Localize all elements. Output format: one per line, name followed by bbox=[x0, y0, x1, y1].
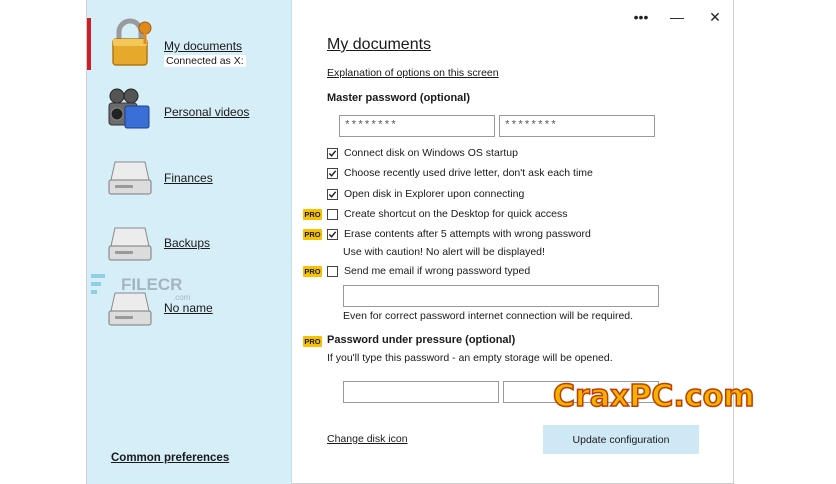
sidebar-item-backups[interactable] bbox=[87, 218, 292, 274]
option-label: Send me email if wrong password typed bbox=[344, 265, 531, 277]
checkbox[interactable] bbox=[327, 229, 338, 240]
sidebar-item-label: My documents bbox=[164, 39, 243, 53]
pressure-password-input[interactable] bbox=[343, 381, 499, 403]
filecr-text: FILECR bbox=[121, 275, 183, 294]
lock-icon bbox=[105, 18, 155, 68]
master-password-confirm-input[interactable] bbox=[499, 115, 655, 137]
explanation-link[interactable]: Explanation of options on this screen bbox=[327, 67, 499, 79]
master-password-heading: Master password (optional) bbox=[327, 92, 471, 104]
filecr-watermark bbox=[91, 268, 221, 304]
camcorder-icon bbox=[105, 86, 155, 136]
sidebar bbox=[87, 0, 292, 484]
filecr-sub: .com bbox=[173, 293, 191, 302]
option-label: Erase contents after 5 attempts with wrong password bbox=[344, 228, 591, 240]
checkbox[interactable] bbox=[327, 148, 338, 159]
common-preferences-link[interactable]: Common preferences bbox=[111, 452, 230, 464]
option-erase-contents[interactable] bbox=[327, 226, 591, 242]
drive-icon bbox=[105, 218, 155, 268]
checkbox[interactable] bbox=[327, 209, 338, 220]
sidebar-item-personal-videos[interactable] bbox=[87, 86, 292, 142]
app-window bbox=[86, 0, 755, 484]
craxpc-watermark bbox=[549, 370, 777, 416]
email-note: Even for correct password internet connection will be required. bbox=[343, 310, 634, 322]
close-button[interactable]: ✕ bbox=[709, 8, 721, 25]
pressure-description: If you'll type this password - an empty storage will be opened. bbox=[327, 352, 613, 364]
sidebar-item-label: Personal videos bbox=[164, 105, 250, 119]
sidebar-item-label: Backups bbox=[164, 236, 211, 250]
pro-badge: PRO bbox=[304, 337, 321, 346]
craxpc-text: CraxPC.com bbox=[553, 379, 755, 414]
option-label: Open disk in Explorer upon connecting bbox=[344, 188, 525, 200]
drive-icon bbox=[105, 152, 155, 202]
option-label: Connect disk on Windows OS startup bbox=[344, 147, 518, 159]
master-password-input[interactable] bbox=[339, 115, 495, 137]
checkbox[interactable] bbox=[327, 189, 338, 200]
minimize-button[interactable]: — bbox=[670, 9, 684, 25]
pro-badge: PRO bbox=[304, 230, 321, 239]
pro-badge: PRO bbox=[304, 210, 321, 219]
option-label: Choose recently used drive letter, don't ask each time bbox=[344, 167, 593, 179]
erase-warning: Use with caution! No alert will be displayed! bbox=[343, 246, 545, 258]
option-recent-drive-letter[interactable] bbox=[327, 165, 593, 181]
sidebar-item-label: Finances bbox=[164, 171, 213, 185]
page-title: My documents bbox=[327, 36, 432, 53]
pressure-password-heading: Password under pressure (optional) bbox=[327, 334, 516, 346]
option-desktop-shortcut[interactable] bbox=[327, 206, 568, 222]
option-send-email[interactable] bbox=[327, 263, 530, 279]
sidebar-item-my-documents[interactable] bbox=[87, 18, 292, 74]
more-options-button[interactable]: ••• bbox=[633, 9, 649, 25]
checkbox[interactable] bbox=[327, 266, 338, 277]
option-label: Create shortcut on the Desktop for quick access bbox=[344, 208, 568, 220]
main-panel bbox=[293, 0, 755, 484]
update-configuration-button[interactable]: Update configuration bbox=[543, 425, 699, 454]
sidebar-item-label: No name bbox=[164, 301, 213, 315]
sidebar-item-finances[interactable] bbox=[87, 152, 292, 208]
email-input[interactable] bbox=[343, 285, 659, 307]
option-open-in-explorer[interactable] bbox=[327, 186, 524, 202]
change-disk-icon-link[interactable]: Change disk icon bbox=[327, 433, 408, 445]
option-connect-on-startup[interactable] bbox=[327, 145, 518, 161]
pro-badge: PRO bbox=[304, 267, 321, 276]
connection-status: Connected as X: bbox=[166, 55, 244, 67]
checkbox[interactable] bbox=[327, 168, 338, 179]
